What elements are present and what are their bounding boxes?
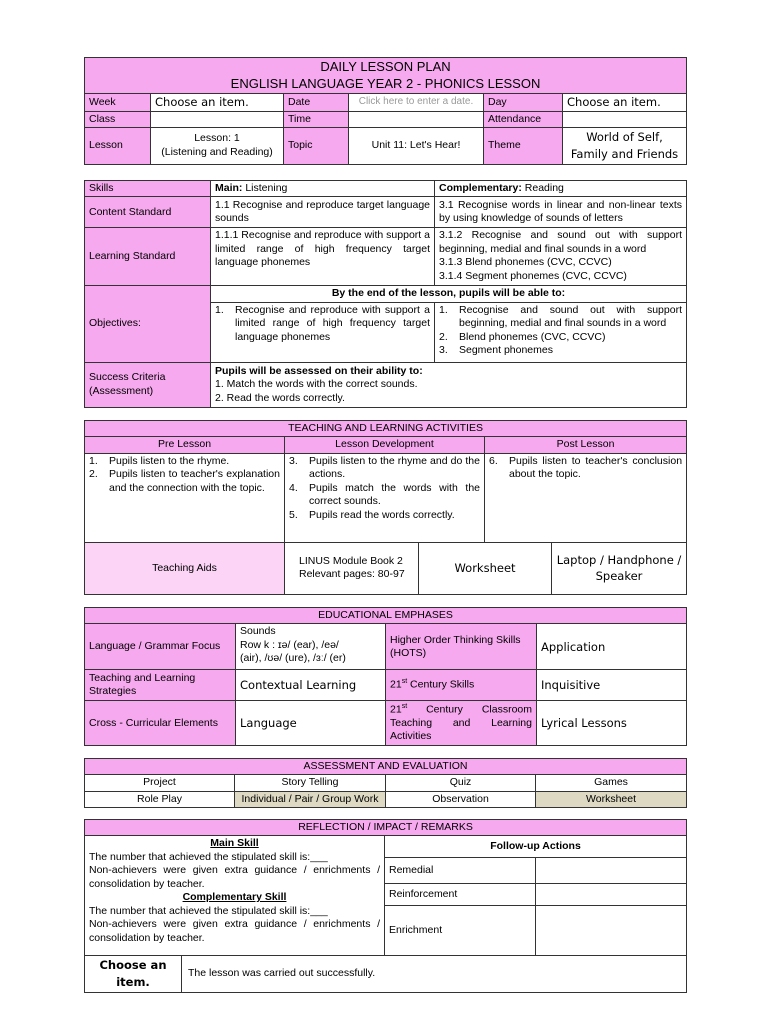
tl-strategies-value[interactable]: Contextual Learning [236, 670, 386, 701]
lesson-value[interactable] [151, 128, 284, 164]
pre-lesson-item-text: Pupils listen to the rhyme. [109, 454, 230, 467]
objective-comp-item-text: Recognise and sound out with support beginning, medial and final sounds in a word [459, 303, 682, 330]
activities-table [84, 420, 687, 595]
objective-main-item-number: 1. [215, 303, 224, 316]
lesson-label: Lesson [85, 128, 151, 164]
lesson-development-item [289, 455, 480, 482]
cross-curricular-value[interactable]: Language [236, 701, 386, 746]
pre-lesson-item-text: Pupils listen to teacher's explanation and the connection with the topic. [109, 468, 280, 494]
objective-comp-item [439, 304, 682, 331]
learning-standard-comp-3: 3.1.4 Segment phonemes (CVC, CCVC) [439, 269, 627, 282]
success-item-1: 1. Match the words with the correct sounds. [215, 378, 418, 391]
teaching-aid-linus[interactable] [285, 542, 419, 594]
objectives-label: Objectives: [85, 286, 211, 362]
assessment-title: ASSESSMENT AND EVALUATION [85, 759, 687, 775]
reflection-title: REFLECTION / IMPACT / REMARKS [85, 820, 687, 836]
content-standard-main[interactable]: 1.1 Recognise and reproduce target language sounds [211, 197, 435, 228]
content-standard-comp[interactable]: 3.1 Recognise words in linear and non-linear texts by using knowledge of sounds of letters [435, 197, 687, 228]
theme-label: Theme [484, 128, 563, 164]
pre-lesson-item [89, 455, 280, 468]
lesson-development-item-text: Pupils listen to the rhyme and do the actions. [309, 454, 480, 481]
lesson-development-cell[interactable] [285, 453, 485, 542]
follow-up-label: Follow-up Actions [385, 836, 687, 858]
comp-skill-value[interactable]: Reading [521, 182, 564, 194]
date-field[interactable]: Click here to enter a date. [349, 94, 484, 112]
objective-comp-item-number: 2. [439, 330, 448, 343]
objective-comp-item-text: Blend phonemes (CVC, CCVC) [459, 330, 606, 343]
lesson-development-label: Lesson Development [285, 437, 485, 453]
time-label: Time [284, 111, 349, 127]
lesson-development-item [289, 509, 480, 522]
century-skills-value[interactable]: Inquisitive [537, 670, 687, 701]
objective-comp-item-number: 1. [439, 303, 448, 316]
week-label: Week [85, 94, 151, 112]
main-skill-label: Main: [215, 182, 243, 194]
remedial-field[interactable] [536, 858, 687, 884]
activities-title: TEACHING AND LEARNING ACTIVITIES [85, 421, 687, 437]
comp-skill-achieved: The number that achieved the stipulated skill is:___ [89, 904, 328, 917]
emphases-table [84, 607, 687, 746]
pre-lesson-list [89, 455, 280, 495]
lesson-sub: (Listening and Reading) [161, 145, 273, 158]
post-lesson-item [489, 455, 682, 482]
success-item-2: 2. Read the words correctly. [215, 391, 345, 404]
theme-value[interactable]: World of Self, Family and Friends [563, 128, 687, 164]
learning-standard-label: Learning Standard [85, 228, 211, 286]
header-table [84, 57, 687, 165]
teaching-aid-linus-pages: Relevant pages: 80-97 [299, 568, 405, 581]
topic-label: Topic [284, 128, 349, 164]
reinforcement-label: Reinforcement [385, 884, 536, 906]
enrichment-label: Enrichment [385, 906, 536, 956]
hots-value[interactable]: Application [537, 624, 687, 670]
hots-label: Higher Order Thinking Skills (HOTS) [386, 624, 537, 670]
objective-comp-item [439, 344, 682, 357]
objective-main-item [215, 304, 430, 344]
language-focus-2: Row k : ɪə/ (ear), /eə/ [240, 638, 339, 651]
teaching-aids-label: Teaching Aids [85, 542, 285, 594]
assessment-project[interactable]: Project [85, 775, 235, 791]
learning-standard-comp-1: 3.1.2 Recognise and sound out with support beginning, medial and final sounds in a word [439, 229, 682, 255]
comp-skill-cell [435, 181, 687, 197]
pre-lesson-item-number: 1. [89, 454, 98, 467]
comp-skill-label: Complementary: [439, 182, 522, 194]
objective-main-item-text: Recognise and reproduce with support a limited range of high frequency target language phonemes [235, 303, 430, 343]
assessment-table [84, 758, 687, 808]
teaching-aid-linus-title: LINUS Module Book 2 [299, 554, 403, 567]
language-focus-1: Sounds [240, 625, 276, 638]
success-criteria-label: Success Criteria (Assessment) [85, 362, 211, 407]
success-criteria[interactable] [211, 362, 687, 407]
objective-comp-item-number: 3. [439, 344, 448, 357]
lesson-plan-subtitle: ENGLISH LANGUAGE YEAR 2 - PHONICS LESSON [230, 75, 541, 91]
post-lesson-list [489, 455, 682, 482]
main-skill-cell [211, 181, 435, 197]
objective-comp-item [439, 331, 682, 344]
date-label: Date [284, 94, 349, 112]
assessment-observation[interactable]: Observation [386, 791, 536, 807]
status-select[interactable]: Choose an item. [85, 956, 182, 992]
objective-comp-item-text: Segment phonemes [459, 344, 553, 357]
lesson-development-item-number: 5. [289, 508, 298, 521]
lesson-development-item-number: 4. [289, 481, 298, 494]
post-lesson-label: Post Lesson [485, 437, 687, 453]
reinforcement-field[interactable] [536, 884, 687, 906]
attendance-label: Attendance [484, 111, 563, 127]
century-classroom-label: 21st Century Classroom Teaching and Learning Activities [386, 701, 537, 746]
objectives-comp[interactable] [435, 302, 687, 362]
content-standard-label: Content Standard [85, 197, 211, 228]
assessment-role-play[interactable]: Role Play [85, 791, 235, 807]
lesson-development-item [289, 482, 480, 509]
pre-lesson-item [89, 468, 280, 495]
century-classroom-value[interactable]: Lyrical Lessons [537, 701, 687, 746]
objectives-header: By the end of the lesson, pupils will be able to: [211, 286, 687, 302]
enrichment-field[interactable] [536, 906, 687, 956]
main-skill-achieved: The number that achieved the stipulated skill is:___ [89, 850, 328, 863]
learning-standard-main[interactable]: 1.1.1 Recognise and reproduce with support a limited range of high frequency target language phonemes [211, 228, 435, 286]
objectives-main-list [215, 304, 430, 344]
pre-lesson-item-number: 2. [89, 468, 98, 481]
objectives-comp-list [439, 304, 682, 358]
main-skill-non-achievers: Non-achievers were given extra guidance / enrichments / consolidation by teacher. [89, 864, 380, 890]
time-field[interactable] [349, 111, 484, 127]
tl-strategies-label: Teaching and Learning Strategies [85, 670, 236, 701]
century-skills-label: 21st Century Skills [386, 670, 537, 701]
teaching-aid-devices[interactable]: Laptop / Handphone / Speaker [552, 542, 687, 594]
attendance-field[interactable] [563, 111, 687, 127]
reflection-table [84, 819, 687, 993]
pre-lesson-label: Pre Lesson [85, 437, 285, 453]
lesson-development-list [289, 455, 480, 522]
day-select[interactable]: Choose an item. [563, 94, 687, 112]
success-header: Pupils will be assessed on their ability to: [215, 364, 423, 377]
main-skill-heading: Main Skill [210, 837, 259, 850]
comp-skill-heading: Complementary Skill [182, 891, 287, 904]
class-label: Class [85, 111, 151, 127]
objectives-main[interactable] [211, 302, 435, 362]
lesson-development-item-number: 3. [289, 454, 298, 467]
class-field[interactable] [151, 111, 284, 127]
main-skill-value[interactable]: Listening [242, 182, 288, 194]
post-lesson-item-text: Pupils listen to teacher's conclusion about the topic. [509, 454, 683, 481]
pre-lesson-cell[interactable] [85, 453, 285, 542]
topic-value[interactable]: Unit 11: Let's Hear! [349, 128, 484, 164]
teaching-aid-worksheet[interactable]: Worksheet [419, 542, 552, 594]
lesson-prefix: Lesson: [194, 132, 234, 145]
assessment-story-telling[interactable]: Story Telling [235, 775, 386, 791]
assessment-games[interactable]: Games [536, 775, 687, 791]
language-focus-label: Language / Grammar Focus [85, 624, 236, 670]
comp-skill-non-achievers: Non-achievers were given extra guidance / enrichments / consolidation by teacher. [89, 918, 380, 944]
cross-curricular-label: Cross - Curricular Elements [85, 701, 236, 746]
assessment-quiz[interactable]: Quiz [386, 775, 536, 791]
carried-out-remark[interactable]: The lesson was carried out successfully. [182, 956, 687, 992]
remedial-label: Remedial [385, 858, 536, 884]
post-lesson-cell[interactable] [485, 453, 687, 542]
lesson-number: 1 [233, 132, 240, 145]
reflection-skills-cell[interactable] [85, 836, 385, 956]
emphases-title: EDUCATIONAL EMPHASES [85, 608, 687, 624]
learning-standard-comp-2: 3.1.3 Blend phonemes (CVC, CCVC) [439, 256, 612, 269]
post-lesson-item-number: 6. [489, 454, 498, 467]
lesson-development-item-text: Pupils read the words correctly. [309, 508, 455, 521]
lesson-development-item-text: Pupils match the words with the correct sounds. [309, 481, 480, 508]
language-focus-3: (air), /ʊə/ (ure), /ɜː/ (er) [240, 652, 346, 665]
skills-table [84, 180, 687, 408]
day-label: Day [484, 94, 563, 112]
learning-standard-comp[interactable] [435, 228, 687, 286]
language-focus-value[interactable] [236, 624, 386, 670]
lesson-plan-title: DAILY LESSON PLAN [320, 59, 451, 75]
assessment-worksheet[interactable]: Worksheet [536, 791, 687, 807]
assessment-group-work[interactable]: Individual / Pair / Group Work [235, 791, 386, 807]
skills-label: Skills [85, 181, 211, 197]
week-select[interactable]: Choose an item. [151, 94, 284, 112]
title-cell [85, 58, 687, 94]
